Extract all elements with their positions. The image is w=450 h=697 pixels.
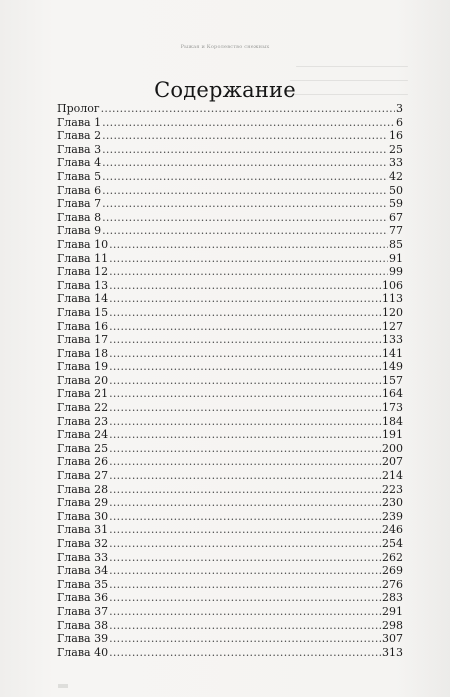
toc-entry[interactable] bbox=[57, 415, 403, 429]
dot-leader bbox=[109, 496, 381, 510]
dot-leader bbox=[109, 510, 381, 524]
toc-entry[interactable] bbox=[57, 551, 403, 565]
dot-leader bbox=[102, 116, 395, 130]
toc-entry[interactable] bbox=[57, 347, 403, 361]
dot-leader bbox=[109, 238, 388, 252]
dot-leader bbox=[102, 170, 388, 184]
toc-entry[interactable] bbox=[57, 320, 403, 334]
dot-leader bbox=[101, 102, 395, 116]
toc-entry[interactable] bbox=[57, 292, 403, 306]
toc-entry[interactable] bbox=[57, 238, 403, 252]
toc-entry-page-number: 157 bbox=[382, 373, 403, 387]
toc-entry-page-number: 307 bbox=[382, 632, 403, 646]
dot-leader bbox=[109, 469, 381, 483]
toc-entry-label: Глава 11 bbox=[57, 251, 109, 265]
dot-leader bbox=[102, 224, 388, 238]
toc-entry-page-number: 85 bbox=[389, 237, 403, 251]
toc-entry[interactable] bbox=[57, 197, 403, 211]
toc-entry[interactable] bbox=[57, 224, 403, 238]
dot-leader bbox=[109, 360, 381, 374]
toc-entry-label: Глава 18 bbox=[57, 346, 109, 360]
toc-entry[interactable] bbox=[57, 306, 403, 320]
toc-entry[interactable] bbox=[57, 252, 403, 266]
toc-entry-page-number: 120 bbox=[382, 305, 403, 319]
toc-entry-page-number: 113 bbox=[382, 292, 403, 306]
toc-entry[interactable] bbox=[57, 619, 403, 633]
toc-entry-label: Глава 33 bbox=[57, 550, 109, 564]
toc-entry-label: Глава 27 bbox=[57, 469, 109, 483]
toc-entry[interactable] bbox=[57, 279, 403, 293]
toc-entry[interactable] bbox=[57, 632, 403, 646]
dot-leader bbox=[109, 292, 381, 306]
dot-leader bbox=[102, 197, 388, 211]
toc-entry-page-number: 254 bbox=[382, 537, 403, 550]
toc-entry-page-number: 50 bbox=[389, 183, 403, 197]
dot-leader bbox=[109, 320, 381, 334]
toc-entry-page-number: 42 bbox=[389, 169, 403, 183]
toc-entry[interactable] bbox=[57, 455, 403, 469]
dot-leader bbox=[109, 591, 381, 605]
dot-leader bbox=[109, 415, 381, 429]
toc-entry[interactable] bbox=[57, 333, 403, 347]
toc-entry[interactable] bbox=[57, 646, 403, 660]
toc-entry-label: Глава 21 bbox=[57, 387, 109, 401]
toc-entry-label: Глава 8 bbox=[57, 210, 102, 224]
toc-entry-label: Глава 16 bbox=[57, 319, 109, 333]
toc-entry-page-number: 6 bbox=[396, 115, 403, 129]
toc-entry-label: Глава 26 bbox=[57, 455, 109, 469]
toc-entry-page-number: 230 bbox=[382, 496, 403, 510]
toc-entry[interactable] bbox=[57, 469, 403, 483]
toc-entry-label: Пролог bbox=[57, 102, 100, 115]
toc-entry-page-number: 173 bbox=[382, 401, 403, 415]
toc-entry-page-number: 214 bbox=[382, 469, 403, 483]
dot-leader bbox=[109, 333, 381, 347]
toc-entry-page-number: 191 bbox=[382, 428, 403, 442]
toc-entry-label: Глава 20 bbox=[57, 373, 109, 387]
dot-leader bbox=[109, 387, 381, 401]
toc-entry-label: Глава 17 bbox=[57, 333, 109, 347]
dot-leader bbox=[102, 156, 388, 170]
toc-entry-label: Глава 10 bbox=[57, 237, 109, 251]
toc-entry-label: Глава 12 bbox=[57, 265, 109, 279]
toc-entry[interactable] bbox=[57, 496, 403, 510]
dot-leader bbox=[109, 265, 388, 279]
toc-entry[interactable] bbox=[57, 523, 403, 537]
toc-entry-page-number: 3 bbox=[396, 102, 403, 115]
toc-entry-page-number: 67 bbox=[389, 210, 403, 224]
dot-leader bbox=[109, 523, 381, 537]
dot-leader bbox=[102, 184, 388, 198]
toc-entry-label: Глава 15 bbox=[57, 305, 109, 319]
toc-entry[interactable] bbox=[57, 170, 403, 184]
toc-entry-label: Глава 7 bbox=[57, 197, 102, 211]
toc-entry-label: Глава 28 bbox=[57, 482, 109, 496]
toc-entry-page-number: 149 bbox=[382, 360, 403, 374]
toc-entry-page-number: 141 bbox=[382, 346, 403, 360]
dot-leader bbox=[109, 401, 381, 415]
dot-leader bbox=[109, 605, 381, 619]
toc-entry-page-number: 200 bbox=[382, 441, 403, 455]
toc-entry-page-number: 99 bbox=[389, 265, 403, 279]
toc-entry-page-number: 59 bbox=[389, 197, 403, 211]
toc-entry-page-number: 207 bbox=[382, 455, 403, 469]
toc-entry-label: Глава 13 bbox=[57, 278, 109, 292]
dot-leader bbox=[109, 646, 381, 660]
toc-entry-page-number: 223 bbox=[382, 482, 403, 496]
dot-leader bbox=[109, 483, 381, 497]
running-header: Рыжая и Королевство снежных bbox=[180, 44, 270, 50]
dot-leader bbox=[109, 347, 381, 361]
toc-entry-label: Глава 19 bbox=[57, 360, 109, 374]
toc-entry-label: Глава 22 bbox=[57, 401, 109, 415]
toc-entry-page-number: 77 bbox=[389, 224, 403, 238]
toc-entry[interactable] bbox=[57, 591, 403, 605]
toc-entry-label: Глава 31 bbox=[57, 523, 109, 537]
dot-leader bbox=[109, 306, 381, 320]
toc-entry[interactable] bbox=[57, 442, 403, 456]
dot-leader bbox=[102, 211, 388, 225]
toc-entry[interactable] bbox=[57, 537, 403, 551]
toc-entry-label: Глава 34 bbox=[57, 564, 109, 578]
dot-leader bbox=[109, 632, 381, 646]
toc-entry[interactable] bbox=[57, 387, 403, 401]
toc-entry[interactable] bbox=[57, 360, 403, 374]
dot-leader bbox=[102, 129, 388, 143]
toc-entry-page-number: 25 bbox=[389, 142, 403, 156]
toc-entry-page-number: 246 bbox=[382, 523, 403, 537]
toc-entry-page-number: 16 bbox=[389, 129, 403, 143]
toc-entry-page-number: 239 bbox=[382, 509, 403, 523]
toc-entry[interactable] bbox=[57, 374, 403, 388]
toc-entry[interactable] bbox=[57, 605, 403, 619]
toc-entry-label: Глава 5 bbox=[57, 169, 102, 183]
toc-entry-page-number: 106 bbox=[382, 278, 403, 292]
dot-leader bbox=[109, 428, 381, 442]
dot-leader bbox=[109, 578, 381, 592]
toc-entry[interactable] bbox=[57, 428, 403, 442]
dot-leader bbox=[109, 455, 381, 469]
toc-entry[interactable] bbox=[57, 129, 403, 143]
show-through-line bbox=[296, 66, 408, 67]
toc-entry[interactable] bbox=[57, 143, 403, 157]
toc-entry-page-number: 269 bbox=[382, 564, 403, 578]
toc-entry[interactable] bbox=[57, 116, 403, 130]
toc-entry[interactable] bbox=[57, 483, 403, 497]
toc-entry-label: Глава 2 bbox=[57, 129, 102, 143]
toc-entry-label: Глава 40 bbox=[57, 645, 109, 659]
toc-entry-page-number: 291 bbox=[382, 604, 403, 618]
footer-mark bbox=[58, 684, 68, 688]
toc-entry-label: Глава 39 bbox=[57, 632, 109, 646]
toc-entry-label: Глава 29 bbox=[57, 496, 109, 510]
dot-leader bbox=[109, 551, 381, 565]
dot-leader bbox=[109, 442, 381, 456]
toc-entry[interactable] bbox=[57, 102, 403, 116]
toc-entry[interactable] bbox=[57, 184, 403, 198]
toc-entry-page-number: 164 bbox=[382, 387, 403, 401]
toc-entry-page-number: 91 bbox=[389, 251, 403, 265]
dot-leader bbox=[109, 619, 381, 633]
toc-entry-page-number: 127 bbox=[382, 319, 403, 333]
toc-entry[interactable] bbox=[57, 211, 403, 225]
table-of-contents bbox=[57, 102, 403, 659]
toc-entry-page-number: 33 bbox=[389, 156, 403, 170]
toc-entry-label: Глава 4 bbox=[57, 156, 102, 170]
toc-entry[interactable] bbox=[57, 578, 403, 592]
toc-entry[interactable] bbox=[57, 156, 403, 170]
toc-entry-label: Глава 23 bbox=[57, 414, 109, 428]
toc-entry-label: Глава 6 bbox=[57, 183, 102, 197]
toc-entry-label: Глава 38 bbox=[57, 618, 109, 632]
toc-entry-page-number: 184 bbox=[382, 414, 403, 428]
toc-entry-page-number: 298 bbox=[382, 618, 403, 632]
toc-entry-label: Глава 14 bbox=[57, 292, 109, 306]
dot-leader bbox=[102, 143, 388, 157]
toc-entry[interactable] bbox=[57, 510, 403, 524]
toc-entry[interactable] bbox=[57, 401, 403, 415]
dot-leader bbox=[109, 279, 381, 293]
dot-leader bbox=[109, 564, 381, 578]
toc-entry-label: Глава 1 bbox=[57, 115, 102, 129]
toc-entry-page-number: 262 bbox=[382, 550, 403, 564]
toc-entry-page-number: 283 bbox=[382, 591, 403, 605]
toc-entry[interactable] bbox=[57, 564, 403, 578]
toc-entry-page-number: 313 bbox=[382, 645, 403, 659]
dot-leader bbox=[109, 374, 381, 388]
toc-entry-label: Глава 32 bbox=[57, 537, 109, 550]
toc-entry-label: Глава 24 bbox=[57, 428, 109, 442]
toc-entry-label: Глава 36 bbox=[57, 591, 109, 605]
toc-entry-page-number: 276 bbox=[382, 577, 403, 591]
page-title: Содержание bbox=[154, 78, 296, 103]
toc-entry[interactable] bbox=[57, 265, 403, 279]
toc-entry-label: Глава 37 bbox=[57, 604, 109, 618]
toc-entry-label: Глава 9 bbox=[57, 224, 102, 238]
toc-entry-label: Глава 3 bbox=[57, 142, 102, 156]
toc-entry-label: Глава 25 bbox=[57, 441, 109, 455]
toc-entry-page-number: 133 bbox=[382, 333, 403, 347]
toc-entry-label: Глава 35 bbox=[57, 577, 109, 591]
dot-leader bbox=[109, 537, 381, 551]
dot-leader bbox=[109, 252, 388, 266]
toc-entry-label: Глава 30 bbox=[57, 509, 109, 523]
